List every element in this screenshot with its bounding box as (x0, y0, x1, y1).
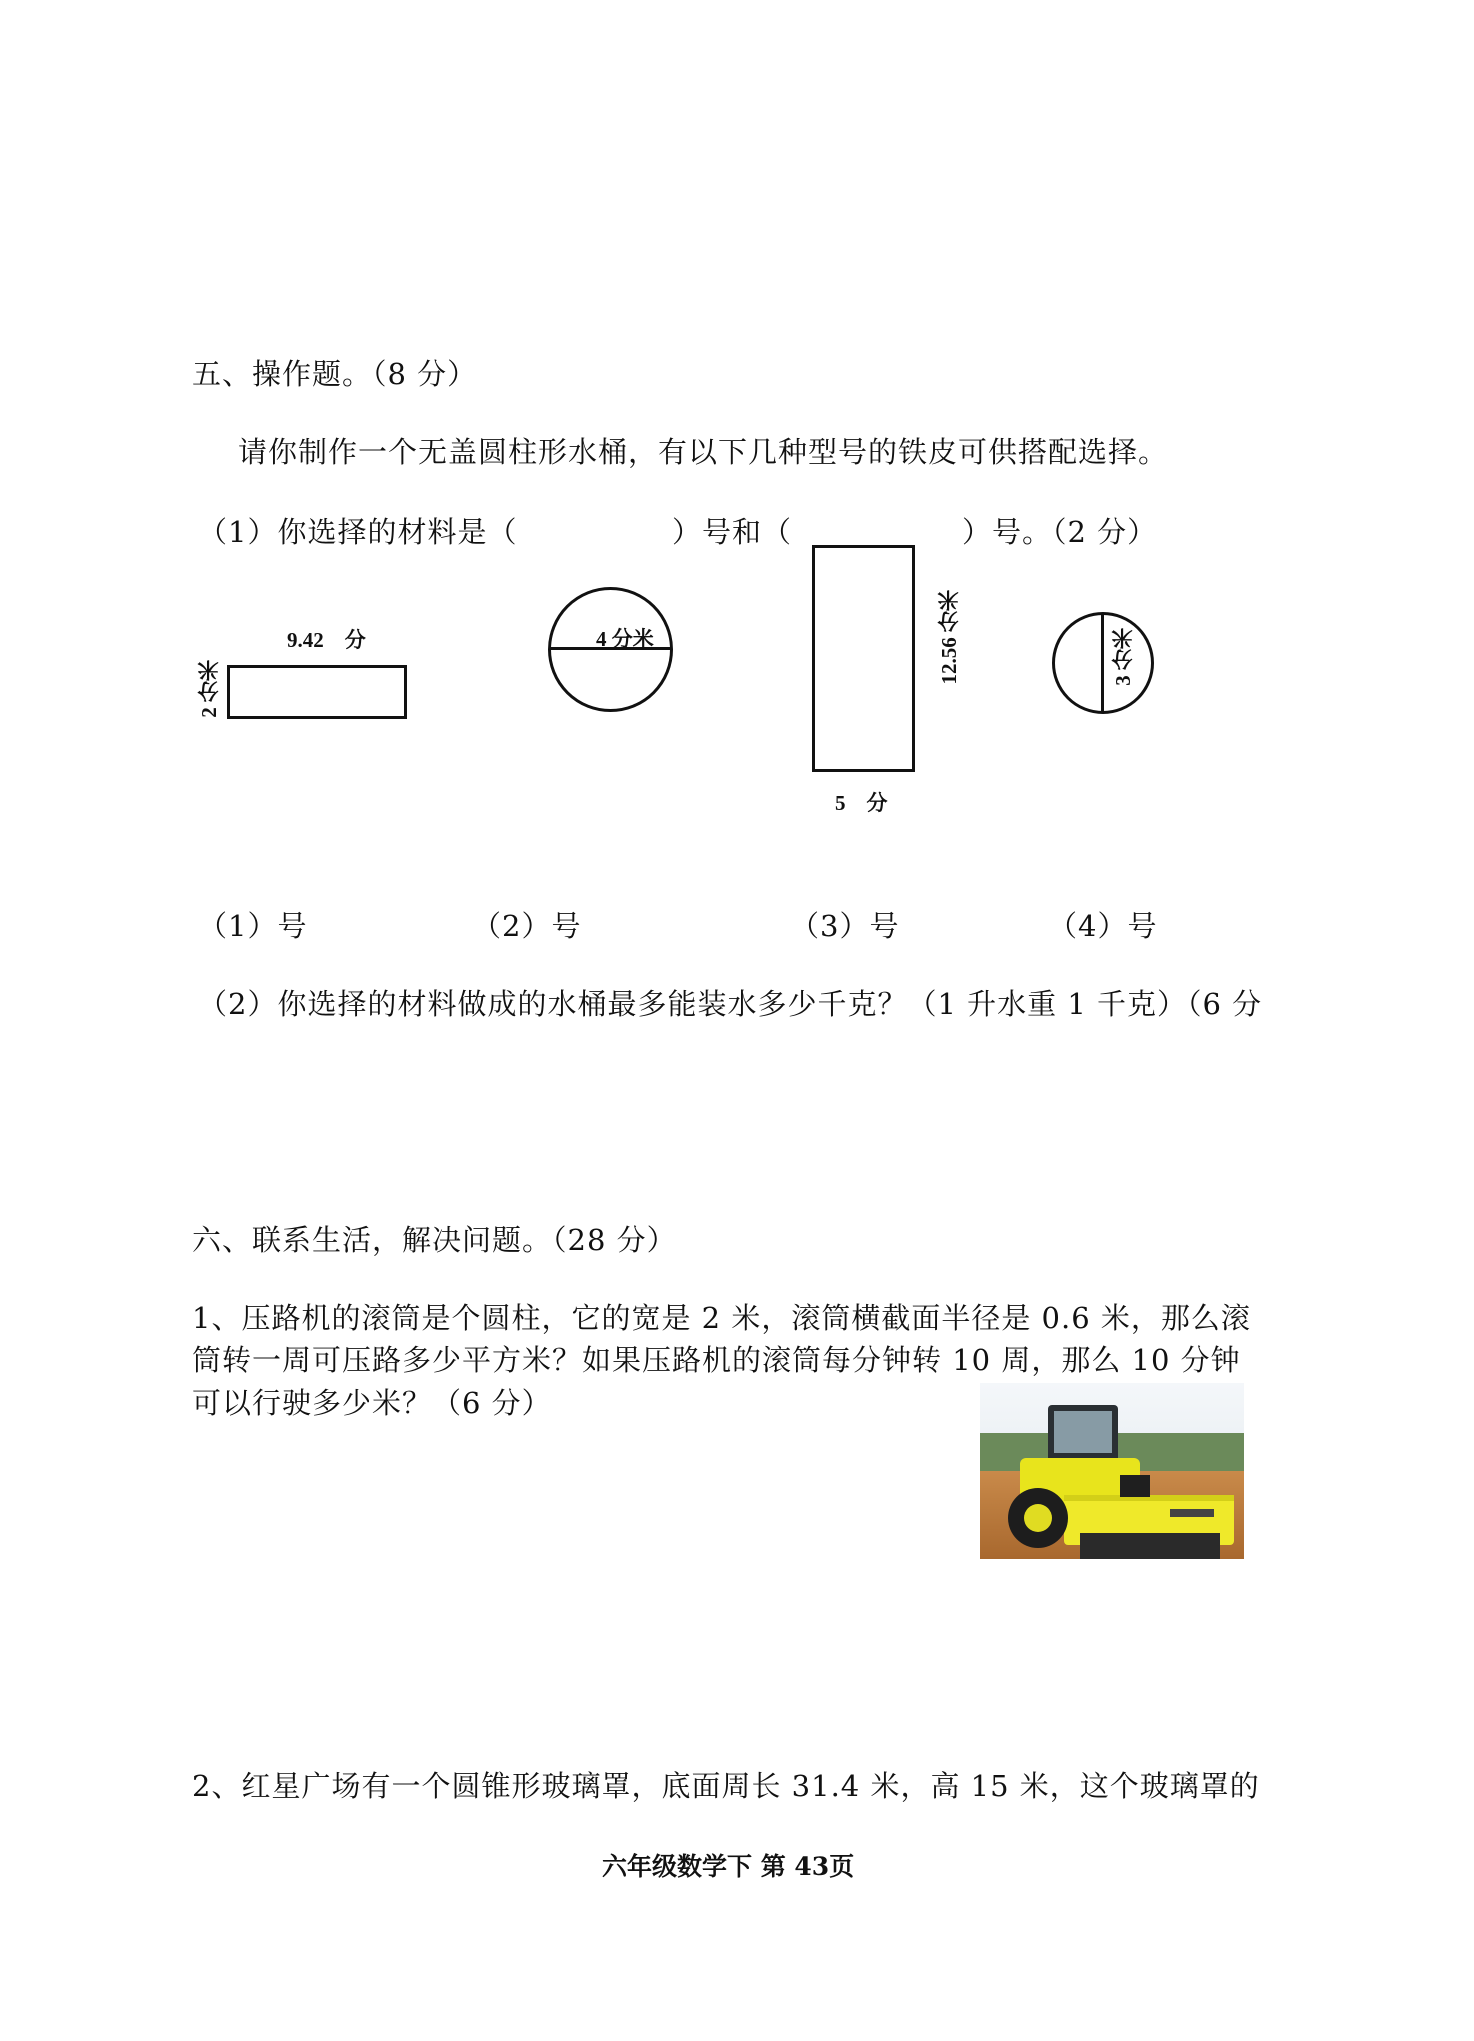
shape3-height-label: 12.56 分米 (937, 590, 961, 685)
section-6-title: 六、联系生活，解决问题。（28 分） (192, 1223, 677, 1257)
shape2-diameter-label: 4 分米 (596, 627, 654, 651)
section-5-title: 五、操作题。（8 分） (192, 357, 478, 391)
road-roller-image (980, 1383, 1244, 1559)
shape3-width-label: 5 分 (835, 791, 888, 815)
q1-mid: ）号和（ (672, 515, 793, 549)
q1-suffix: ）号。（2 分） (962, 515, 1158, 549)
shape3-caption: （3）号 (790, 909, 900, 943)
shape1-caption: （1）号 (198, 909, 308, 943)
page-footer: 六年级数学下 第 43页 (602, 1852, 855, 1881)
q2-text: （2）你选择的材料做成的水桶最多能装水多少千克？（1 升水重 1 千克）（6 分 (198, 987, 1263, 1021)
shape4-diameter-line (1101, 613, 1104, 713)
shape3-rectangle (812, 545, 915, 772)
problem2-line1: 2、红星广场有一个圆锥形玻璃罩，底面周长 31.4 米，高 15 米，这个玻璃罩的 (192, 1769, 1260, 1803)
shape1-height-label: 2 分米 (197, 660, 221, 718)
section-5-intro: 请你制作一个无盖圆柱形水桶，有以下几种型号的铁皮可供搭配选择。 (238, 435, 1169, 469)
problem1-line3: 可以行驶多少米？（6 分） (192, 1386, 552, 1420)
problem1-line1: 1、压路机的滚筒是个圆柱，它的宽是 2 米，滚筒横截面半径是 0.6 米，那么滚 (192, 1301, 1251, 1335)
shape1-width-label: 9.42 分 (287, 628, 366, 652)
shape4-caption: （4）号 (1048, 909, 1158, 943)
problem1-line2: 筒转一周可压路多少平方米？如果压路机的滚筒每分钟转 10 周，那么 10 分钟 (192, 1343, 1241, 1377)
shape4-diameter-label: 3 分米 (1111, 628, 1135, 686)
q1-prefix: （1）你选择的材料是（ (198, 515, 518, 549)
shape1-rectangle (227, 665, 407, 719)
shape2-caption: （2）号 (472, 909, 582, 943)
